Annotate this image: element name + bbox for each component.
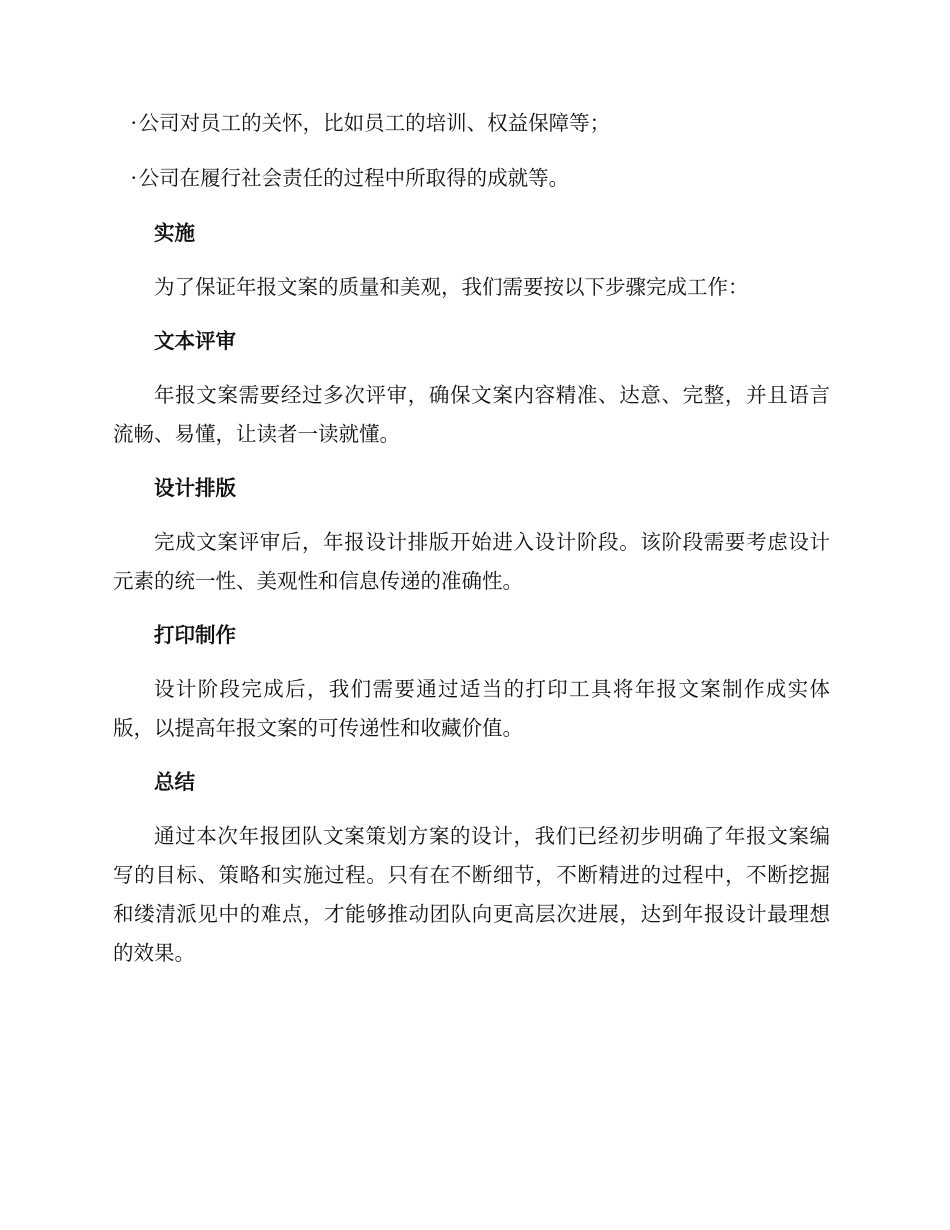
bullet-text: 公司对员工的关怀，比如员工的培训、权益保障等； — [138, 111, 611, 135]
document-page — [113, 104, 830, 988]
section-heading-implementation: 实施 — [154, 221, 195, 245]
section-paragraph-text-review: 年报文案需要经过多次评审，确保文案内容精准、达意、完整，并且语言流畅、易懂，让读者一读就懂。 — [113, 383, 830, 446]
section-paragraph-summary: 通过本次年报团队文案策划方案的设计，我们已经初步明确了年报文案编写的目标、策略和实施过程。只有在不断细节，不断精进的过程中，不断挖掘和缕清派见中的难点，才能够推动团队向更高层次进展，达到年报设计最理想的效果。 — [113, 824, 830, 965]
bullet-item-employee-care — [113, 104, 830, 143]
bullet-marker: · — [130, 166, 137, 190]
section-paragraph-layout-design: 完成文案评审后，年报设计排版开始进入设计阶段。该阶段需要考虑设计元素的统一性、美观性和信息传递的准确性。 — [113, 530, 830, 593]
section-heading-layout-design: 设计排版 — [154, 476, 236, 500]
bullet-item-social-responsibility — [113, 159, 830, 198]
section-paragraph-implementation: 为了保证年报文案的质量和美观，我们需要按以下步骤完成工作： — [154, 275, 749, 299]
bullet-marker: · — [130, 111, 137, 135]
section-heading-printing: 打印制作 — [154, 623, 236, 647]
section-heading-text-review: 文本评审 — [154, 329, 236, 353]
section-heading-summary: 总结 — [154, 770, 195, 794]
section-paragraph-printing: 设计阶段完成后，我们需要通过适当的打印工具将年报文案制作成实体版，以提高年报文案的可传递性和收藏价值。 — [113, 677, 830, 740]
bullet-text: 公司在履行社会责任的过程中所取得的成就等。 — [138, 166, 570, 190]
